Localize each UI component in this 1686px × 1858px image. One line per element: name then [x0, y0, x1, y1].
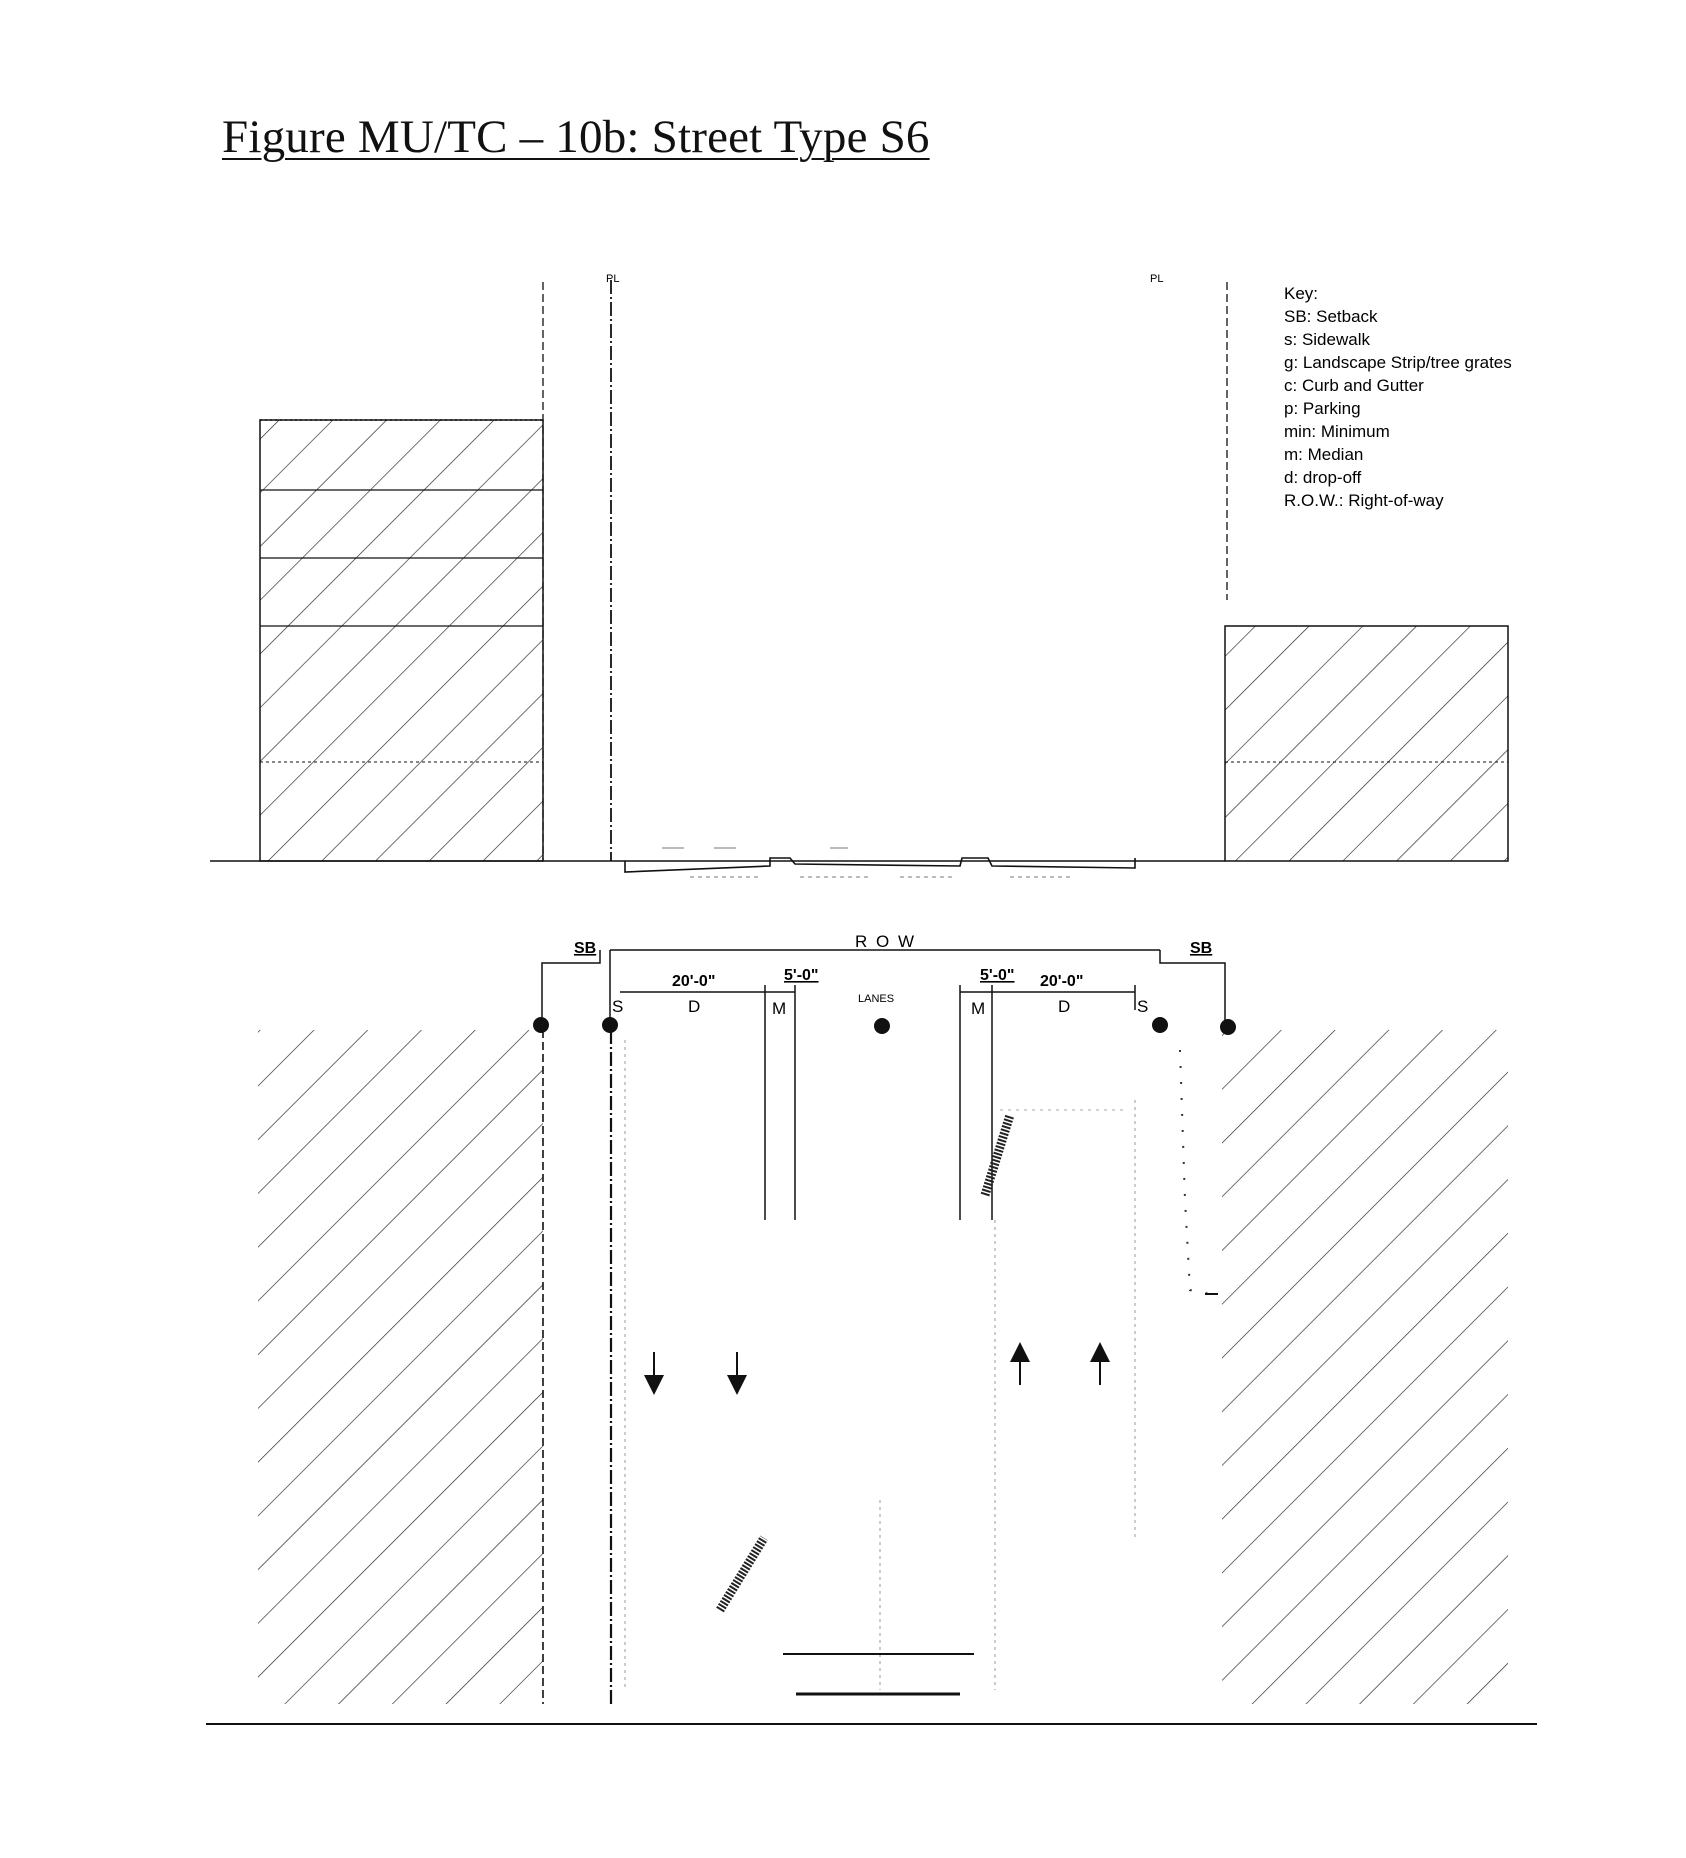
- dim-median-left: 5'-0": [784, 967, 819, 984]
- curb-return-right: [1180, 1050, 1215, 1295]
- left-building-section: [260, 420, 543, 861]
- section-ghost-marks: [662, 848, 1070, 877]
- property-line-label-right: PL: [1150, 273, 1164, 285]
- marker-setback-right: [1220, 1019, 1236, 1035]
- right-lot-hatch: [1222, 1030, 1508, 1704]
- row-label: R O W: [855, 932, 916, 951]
- key-item-setback: SB: Setback: [1284, 307, 1378, 326]
- label-median-left: M: [772, 999, 787, 1018]
- label-sidewalk-left: S: [612, 997, 624, 1016]
- setback-label-left: SB: [574, 940, 597, 957]
- dim-median-right: 5'-0": [980, 967, 1015, 984]
- key-item-minimum: min: Minimum: [1284, 422, 1390, 441]
- key-item-median: m: Median: [1284, 445, 1364, 464]
- street-profile: [625, 858, 1135, 872]
- key-item-landscape: g: Landscape Strip/tree grates: [1284, 353, 1512, 372]
- marker-row-right: [1152, 1017, 1168, 1033]
- marker-row-left: [602, 1017, 618, 1033]
- tree-symbols: [720, 1115, 1010, 1610]
- key-item-row: R.O.W.: Right-of-way: [1284, 491, 1444, 510]
- setback-label-right: SB: [1190, 940, 1213, 957]
- plan-markers: [533, 1017, 1236, 1035]
- left-lot-hatch: [258, 1030, 543, 1704]
- plan-view: [206, 932, 1537, 1724]
- marker-centerline: [874, 1018, 890, 1034]
- key-item-parking: p: Parking: [1284, 399, 1361, 418]
- property-line-label-left: PL: [606, 273, 620, 285]
- dim-drive-right: 20'-0": [1040, 973, 1084, 990]
- label-drive-left: D: [688, 997, 701, 1016]
- traffic-arrows: [654, 1352, 1100, 1385]
- figure-title: Figure MU/TC – 10b: Street Type S6: [222, 111, 930, 163]
- dim-drive-left: 20'-0": [672, 973, 716, 990]
- key-item-dropoff: d: drop-off: [1284, 468, 1362, 487]
- label-median-right: M: [971, 999, 986, 1018]
- label-drive-right: D: [1058, 997, 1071, 1016]
- label-lanes: LANES: [858, 993, 895, 1005]
- dimension-lines: [542, 950, 1225, 1220]
- right-building-section: [1225, 626, 1508, 861]
- label-sidewalk-right: S: [1137, 997, 1149, 1016]
- marker-setback-left: [533, 1017, 549, 1033]
- legend-key: [1284, 284, 1512, 510]
- key-item-sidewalk: s: Sidewalk: [1284, 330, 1370, 349]
- key-heading: Key:: [1284, 284, 1319, 303]
- key-item-curb: c: Curb and Gutter: [1284, 376, 1424, 395]
